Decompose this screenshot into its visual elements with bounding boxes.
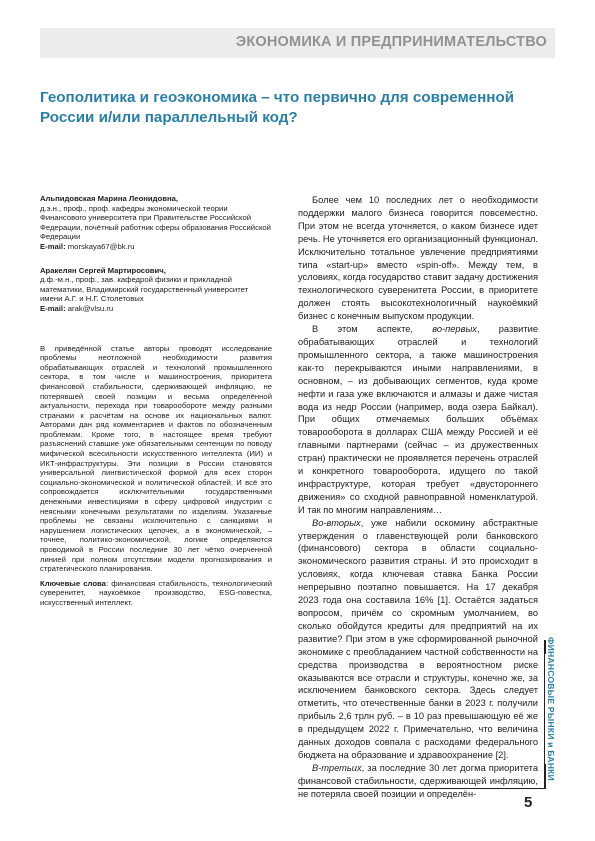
section-header-bar <box>40 28 555 58</box>
body-text: , уже набили оскомину абстрактные утверждения о главенствующей роли банковского (финансового) сектора в области социально-экономического развития страны. И это происходит в условиях, когда ключевая ставка Банка России непрерывно поэтапно повышается. На 17 декабря 2023 года она составила 16% [1]. Остаётся задаться вопросом, причём со скромным умолчанием, во сколько обойдутся кредиты для предприятий на их развитие? При этом в уже сформированной рыночной экономике с преобладанием частной собственности на средства производства в вероятностном риске оказываются все отрасли и структуры, конечно же, за исключением банковского сектора. Здесь следует отметить, что отечественные банки в 2023 г. получили прибыль 2,6 трлн руб. – в 10 раз превышающую её же в предыдущем 2022 г. Примечательно, что величина данных доходов совпала с расходами федерального бюджета на образование и здравоохранение [2]. <box>298 517 538 760</box>
email-label: E-mail: <box>40 241 66 251</box>
emphasis: во-первых <box>432 324 477 335</box>
body-text: В этом аспекте, <box>312 324 433 335</box>
right-column <box>298 194 538 801</box>
keywords-label: Ключевые слова <box>40 578 106 588</box>
author-block <box>40 194 272 252</box>
keywords <box>40 579 272 608</box>
emphasis: Во-вторых <box>312 517 361 528</box>
footer-rule <box>298 788 546 789</box>
body-text: , развитие обрабатывающих отраслей и технологий промышленного сектора, а также машиностроения как-то перекрываются иными направлениями, в основном, – из добывающих сегментов, куда кроме нефти и газа уже включаются и алмазы и даже чистая вода из недр России (например, вода озера Байкал). При общих отмечаемых больших объёмах товарооборота в долларах США между Россией и её главными партнерами (сейчас – из дружественных стран) практически не проявляется перечень отраслей и конкретного товарооборота, идущего по такой инфраструктуре, которая требует «двустороннего движения» со сходной равноправной номенклатурой. И так по многим направлениям… <box>298 324 538 515</box>
author-name: Аракелян Сергей Мартиросович, <box>40 265 166 275</box>
abstract: В приведённой статье авторы проводят исследование проблемы неотложной необходимости развития обрабатывающих отраслей и технологий промышленного сектора, в том числе и машиностроения, приоритета финансовой стабильности, сдерживающей инфляцию, не потерявшей своей позиции и весьма определённой актуальности, перехода при товарообороте между разными странами к расчётам на основе их национальных валют. Авторами дан ряд комментариев и фактов по обозначенным проблемам. Кроме того, в настоящее время требуют разъяснений ставшие уже обязательными сентенции по поводу мифической всесильности искусственного интеллекта (ИИ) и ИКТ-инфраструктуры. Эти позиции в России становятся универсальной лингвистической формой для всех сторон социально-экономической и политической областей. И всё это сопровождается исключительными государственными денежными инвестициями в сферу цифровой индустрии с неясными конечными результатами по изделиям. Указанные проблемы не связаны исключительно с санкциями и нарушением логистических цепочек, а в экономической, – точнее, политико-экономической, логике определяются проводимой в России последние 30 лет чётко очерченной линией при полном отсутствии модели прогнозирования и стратегического планирования. <box>40 343 272 574</box>
email-label: E-mail: <box>40 303 66 313</box>
section-header-title: ЭКОНОМИКА И ПРЕДПРИНИМАТЕЛЬСТВО <box>235 34 547 50</box>
body-paragraph <box>298 517 538 762</box>
author-name: Альпидовская Марина Леонидовна, <box>40 194 178 203</box>
emphasis: В-третьих <box>312 762 362 773</box>
side-section-label: ФИНАНСОВЫЕ РЫНКИ и БАНКИ <box>546 637 556 781</box>
author-email-line <box>40 242 272 252</box>
author-email-line <box>40 304 272 314</box>
author-affiliation: д.ф.-м.н., проф., зав. кафедрой физики и прикладной математики, Владимирский государственный университет имени А.Г. и Н.Г. Столетовых <box>40 275 249 304</box>
keywords-text: : финансовая стабильность, технологический суверенитет, наукоёмкое производство, ESG-повестка, искусственный интеллект. <box>40 578 272 607</box>
author-block <box>40 266 272 314</box>
page-number: 5 <box>524 794 533 811</box>
body-paragraph <box>298 762 538 801</box>
author-email[interactable]: arak@vlsu.ru <box>67 303 114 313</box>
author-affiliation: д.э.н., проф., проф. кафедры экономической теории Финансового университета при Правительстве Российской Федерации, почётный работник сферы образования Российской Федерации <box>40 203 271 242</box>
author-email[interactable]: morskaya67@bk.ru <box>67 241 135 251</box>
body-paragraph: Более чем 10 последних лет о необходимости поддержки малого бизнеса говорится повсеместно. При этом не всегда уточняется, о каком бизнесе идет речь. Не уточняется его организационный функционал. Исключительно тотальное увлечение предприятиями типа «start-up» вместо «spin-off». Между тем, в условиях, когда государство ставит задачу достижения технологического суверенитета России, в приоритете должен стоять высокотехнологичный наукоёмкий бизнес с конечным выпуском продукции. <box>298 195 538 322</box>
body-text: , за последние 30 лет догма приоритета финансовой стабильности, сдерживающей инфляцию, не потеряла своей позиции и определён- <box>298 762 538 799</box>
left-column <box>40 194 272 608</box>
article-title: Геополитика и геоэкономика – что первично для современной России и/или параллельный код? <box>40 89 515 126</box>
body-paragraph <box>298 323 538 517</box>
